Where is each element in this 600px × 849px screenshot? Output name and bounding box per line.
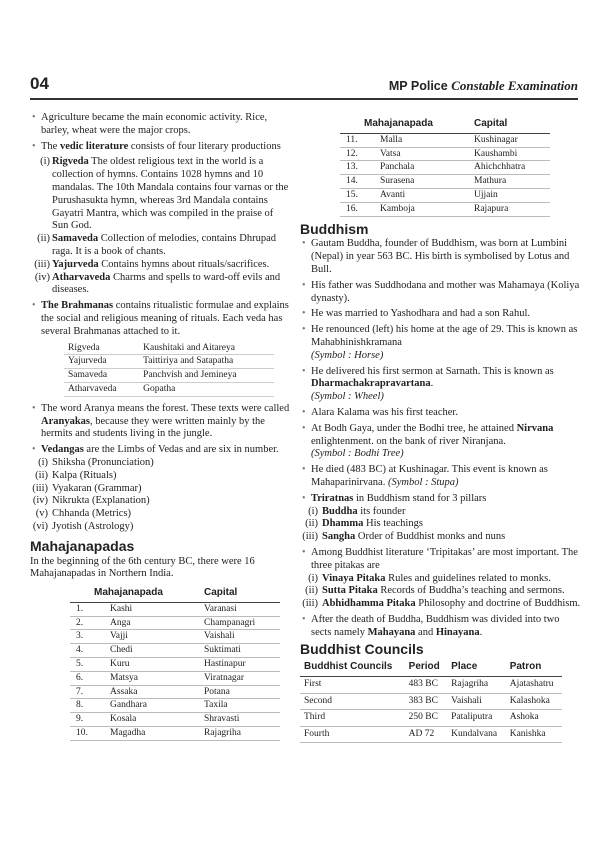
bullet-aranyakas [30, 403, 292, 441]
table-row [70, 658, 280, 672]
section-heading-buddhism: Buddhism [300, 220, 369, 237]
table-row [70, 699, 280, 713]
table-row [70, 727, 280, 741]
triratna-list [300, 506, 582, 544]
item-number: (iv) [32, 495, 48, 507]
place-cell: Vaishali [447, 693, 506, 710]
table-header-row [340, 116, 550, 133]
item-text: His teachings [363, 518, 423, 530]
capital-cell: Mathura [470, 175, 550, 189]
item-title: Vinaya Pitaka [322, 572, 386, 584]
section-heading-buddhist-councils: Buddhist Councils [300, 641, 424, 658]
vedanga-list [30, 457, 292, 534]
item-number: (i) [40, 156, 50, 168]
term-nirvana: Nirvana [516, 422, 554, 434]
term-triratnas: Triratnas [311, 492, 354, 504]
row-number: 3. [70, 630, 106, 644]
mahajanapada-cell: Matsya [106, 671, 200, 685]
row-number: 8. [70, 699, 106, 713]
table-row [340, 133, 550, 147]
item-text: Order of Buddhist monks and nuns [355, 531, 506, 543]
item-number: (iii) [302, 531, 318, 543]
mahajanapada-cell: Surasena [376, 175, 470, 189]
item-number: (iii) [32, 482, 48, 494]
table-row [64, 369, 274, 383]
council-cell: Fourth [300, 726, 405, 743]
row-number: 13. [340, 161, 376, 175]
text: He delivered his first sermon at Sarnath. This is known as [311, 365, 554, 377]
table-row [64, 382, 274, 396]
exam-title [389, 78, 578, 94]
mahajanapada-table [70, 585, 280, 741]
term-aranyakas: Aranyakas [41, 415, 91, 427]
item-number: (ii) [37, 233, 50, 245]
row-number: 10. [70, 727, 106, 741]
item-number: (ii) [305, 585, 318, 597]
bullet-death [300, 464, 582, 490]
table-row [70, 616, 280, 630]
bullet-parents: • His father was Suddhodana and mother was Mahamaya (Koliya dynasty). [300, 280, 582, 306]
veda-title: Rigveda [52, 156, 89, 168]
text: . [479, 626, 483, 638]
bullet-sects [300, 614, 582, 640]
item-number: (v) [35, 508, 48, 520]
row-number: 14. [340, 175, 376, 189]
row-number: 12. [340, 147, 376, 161]
exam-title-bold: MP Police [388, 79, 448, 93]
text: The [41, 140, 60, 152]
vedanga-text: Kalpa (Rituals) [52, 469, 117, 481]
text: contains ritualistic formulae and explains the social and religious meaning of rituals. Each veda has several Brahmanas attached to it. [41, 300, 289, 337]
item-number: (ii) [305, 518, 318, 530]
column-header: Mahajanapada [340, 116, 470, 133]
veda-item [30, 272, 292, 298]
column-header: Mahajanapada [70, 585, 200, 602]
list-item [300, 573, 582, 586]
item-number: (iv) [34, 271, 50, 283]
item-number: (i) [308, 572, 318, 584]
row-number: 2. [70, 616, 106, 630]
table-row [300, 710, 562, 727]
text: He renounced (left) his home at the age of 29. This is known as Mahabhinishkramana [311, 324, 578, 348]
mahajanapada-cell: Malla [376, 133, 470, 147]
column-header: Buddhist Councils [300, 659, 405, 676]
veda-item [30, 259, 292, 272]
brahmana-table [64, 342, 274, 397]
capital-cell: Viratnagar [200, 671, 280, 685]
table-row [70, 644, 280, 658]
bullet-vedic-literature [30, 141, 292, 154]
item-title: Dhamma [322, 518, 364, 530]
veda-cell: Rigveda [64, 342, 139, 355]
capital-cell: Hastinapur [200, 658, 280, 672]
veda-item [30, 156, 292, 233]
table-row [300, 726, 562, 743]
pitaka-list [300, 573, 582, 611]
list-item [30, 521, 292, 534]
table-row [340, 147, 550, 161]
item-number: (vi) [32, 520, 48, 532]
table-header-row [300, 659, 562, 676]
place-cell: Rajagriha [447, 677, 506, 694]
mahajanapada-cell: Assaka [106, 685, 200, 699]
capital-cell: Ujjain [470, 188, 550, 202]
term-mahayana: Mahayana [367, 626, 416, 638]
text: At Bodh Gaya, under the Bodhi tree, he attained [311, 422, 517, 434]
veda-title: Samaveda [52, 233, 99, 245]
mahajanapada-cell: Gandhara [106, 699, 200, 713]
patron-cell: Ajatashatru [506, 677, 562, 694]
bullet-first-sermon [300, 366, 582, 404]
column-header: Capital [200, 585, 280, 602]
brahmana-cell: Taittiriya and Satapatha [139, 355, 274, 369]
list-item [300, 531, 582, 544]
list-item [300, 598, 582, 611]
table-row [70, 685, 280, 699]
brahmana-cell: Gopatha [139, 382, 274, 396]
table-row [64, 342, 274, 355]
symbol-note: (Symbol : Wheel) [311, 391, 384, 403]
place-cell: Pataliputra [447, 710, 506, 727]
row-number: 5. [70, 658, 106, 672]
list-item [300, 585, 582, 598]
row-number: 11. [340, 133, 376, 147]
list-item [300, 518, 582, 531]
text: . [430, 378, 434, 390]
table-row [70, 602, 280, 616]
symbol-note: (Symbol : Stupa) [387, 476, 459, 488]
patron-cell: Kalashoka [506, 693, 562, 710]
mahajanapada-cell: Anga [106, 616, 200, 630]
veda-cell: Samaveda [64, 369, 139, 383]
item-text: Rules and guidelines related to monks. [385, 572, 551, 584]
text: The word Aranya means the forest. These texts were called [41, 402, 290, 414]
capital-cell: Shravasti [200, 713, 280, 727]
term-brahmanas: The Brahmanas [41, 300, 114, 312]
item-number: (iii) [34, 258, 50, 270]
item-number: (i) [308, 505, 318, 517]
veda-cell: Atharvaveda [64, 382, 139, 396]
term-vedic-literature: vedic literature [59, 140, 129, 152]
veda-title: Yajurveda [52, 258, 99, 270]
column-header: Period [405, 659, 448, 676]
row-number: 9. [70, 713, 106, 727]
capital-cell: Champanagri [200, 616, 280, 630]
item-text: Philosophy and doctrine of Buddhism. [415, 598, 581, 610]
list-item [30, 457, 292, 470]
page-header [30, 72, 578, 98]
mahajanapada-cell: Kamboja [376, 202, 470, 216]
bullet-nirvana [300, 423, 582, 461]
bullet-brahmanas [30, 300, 292, 338]
capital-cell: Varanasi [200, 602, 280, 616]
item-title: Abhidhamma Pitaka [322, 598, 416, 610]
mahajanapada-cell: Vajji [106, 630, 200, 644]
text: After the death of Buddha, Buddhism was divided into two sects namely [311, 613, 560, 638]
column-header: Capital [470, 116, 550, 133]
table-row [70, 671, 280, 685]
symbol-note: (Symbol : Bodhi Tree) [311, 448, 404, 460]
capital-cell: Potana [200, 685, 280, 699]
text: consists of four literary productions [128, 140, 281, 152]
table-header-row [70, 585, 280, 602]
vedanga-text: Jyotish (Astrology) [52, 520, 134, 532]
right-column [300, 116, 582, 743]
item-title: Buddha [322, 505, 358, 517]
mahajanapada-cell: Panchala [376, 161, 470, 175]
mahajanapada-cell: Vatsa [376, 147, 470, 161]
bullet-tripitakas: • Among Buddhist literature ‘Tripitakas’ are most important. The three pitakas are [300, 547, 582, 573]
council-cell: First [300, 677, 405, 694]
row-number: 1. [70, 602, 106, 616]
bullet-renunciation [300, 324, 582, 362]
table-row [340, 188, 550, 202]
bullet-vedangas [30, 444, 292, 457]
mahajanapada-cell: Kuru [106, 658, 200, 672]
capital-cell: Kushinagar [470, 133, 550, 147]
veda-text: Charms and spells to ward-off evils and diseases. [52, 271, 281, 296]
item-title: Sutta Pitaka [322, 585, 378, 597]
capital-cell: Rajagriha [200, 727, 280, 741]
table-row [340, 161, 550, 175]
text: , because they were written mainly by the hermits and students living in the jungle. [41, 415, 265, 440]
item-text: its founder [357, 505, 406, 517]
mahajanapada-intro: In the beginning of the 6th century BC, there were 16 Mahajanapadas in Northern India. [30, 555, 255, 580]
capital-cell: Rajapura [470, 202, 550, 216]
term-dharmachakrapravartana: Dharmachakrapravartana [311, 378, 431, 390]
column-header: Patron [506, 659, 562, 676]
mahajanapada-cell: Kosala [106, 713, 200, 727]
capital-cell: Kaushambi [470, 147, 550, 161]
veda-title: Atharvaveda [52, 271, 111, 283]
mahajanapada-cell: Magadha [106, 727, 200, 741]
period-cell: 383 BC [405, 693, 448, 710]
vedanga-text: Chhanda (Metrics) [52, 508, 132, 520]
buddhist-councils-table [300, 659, 562, 743]
text: and [415, 626, 436, 638]
term-hinayana: Hinayana [435, 626, 480, 638]
brahmana-cell: Panchvish and Jemineya [139, 369, 274, 383]
veda-text: The oldest religious text in the world is a collection of hymns. Contains 1028 hymns and 10 mandalas. The 10th Mandala contains four varnas or the Purushasukta hymn, whereas 3rd Mandala contains Gayatri Mantra, which was compiled in the praise of Sun God. [52, 156, 289, 232]
list-item [30, 508, 292, 521]
header-rule [30, 98, 578, 100]
term-vedangas: Vedangas [41, 444, 84, 456]
bullet-birth: • Gautam Buddha, founder of Buddhism, was born at Lumbini (Nepal) in year 563 BC. His birth is symbolised by Lotus and Bull. [300, 238, 582, 276]
capital-cell: Taxila [200, 699, 280, 713]
table-row [340, 202, 550, 216]
patron-cell: Ashoka [506, 710, 562, 727]
list-item [30, 483, 292, 496]
row-number: 6. [70, 671, 106, 685]
table-row [70, 630, 280, 644]
vedanga-text: Vyakaran (Grammar) [52, 482, 142, 494]
veda-text: Contains hymns about rituals/sacrifices. [98, 258, 270, 270]
bullet-marriage: • He was married to Yashodhara and had a son Rahul. [300, 308, 582, 321]
row-number: 16. [340, 202, 376, 216]
list-item [30, 495, 292, 508]
vedanga-text: Shiksha (Pronunciation) [52, 456, 154, 468]
council-cell: Third [300, 710, 405, 727]
veda-cell: Yajurveda [64, 355, 139, 369]
text: enlightenment. on the bank of river Niranjana. [311, 435, 506, 447]
mahajanapada-cell: Chedi [106, 644, 200, 658]
table-row [300, 693, 562, 710]
bullet-agriculture: • Agriculture became the main economic activity. Rice, barley, wheat were the major crops. [30, 112, 292, 138]
veda-item [30, 233, 292, 259]
item-title: Sangha [322, 531, 356, 543]
mahajanapada-table-continued [340, 116, 550, 217]
vedanga-text: Nikrukta (Explanation) [52, 495, 150, 507]
capital-cell: Suktimati [200, 644, 280, 658]
table-row [300, 677, 562, 694]
item-number: (i) [38, 456, 48, 468]
column-header: Place [447, 659, 506, 676]
capital-cell: Ahichchhatra [470, 161, 550, 175]
text: in Buddhism stand for 3 pillars [353, 492, 487, 504]
table-row [70, 713, 280, 727]
item-number: (ii) [35, 469, 48, 481]
table-row [340, 175, 550, 189]
page-number: 04 [30, 74, 49, 93]
capital-cell: Vaishali [200, 630, 280, 644]
text: He died (483 BC) at Kushinagar. This event is known as Mahaparinirvana. [311, 464, 548, 488]
table-row [64, 355, 274, 369]
list-item [30, 470, 292, 483]
mahajanapada-cell: Kashi [106, 602, 200, 616]
section-heading-mahajanapadas: Mahajanapadas [30, 537, 135, 554]
veda-text: Collection of melodies, contains Dhrupad raga. It is a book of chants. [52, 233, 276, 257]
left-column [30, 112, 292, 741]
period-cell: 250 BC [405, 710, 448, 727]
exam-title-italic: Constable Examination [451, 78, 578, 93]
veda-list [30, 156, 292, 297]
row-number: 4. [70, 644, 106, 658]
period-cell: AD 72 [405, 726, 448, 743]
mahajanapada-cell: Avanti [376, 188, 470, 202]
item-text: Records of Buddha’s teaching and sermons. [377, 585, 565, 597]
bullet-triratnas [300, 493, 582, 506]
patron-cell: Kanishka [506, 726, 562, 743]
symbol-note: (Symbol : Horse) [311, 349, 384, 361]
row-number: 15. [340, 188, 376, 202]
council-cell: Second [300, 693, 405, 710]
row-number: 7. [70, 685, 106, 699]
period-cell: 483 BC [405, 677, 448, 694]
item-number: (iii) [302, 598, 318, 610]
list-item [300, 506, 582, 519]
bullet-teacher: • Alara Kalama was his first teacher. [300, 407, 582, 420]
brahmana-cell: Kaushitaki and Aitareya [139, 342, 274, 355]
text: are the Limbs of Vedas and are six in number. [83, 444, 279, 456]
place-cell: Kundalvana [447, 726, 506, 743]
